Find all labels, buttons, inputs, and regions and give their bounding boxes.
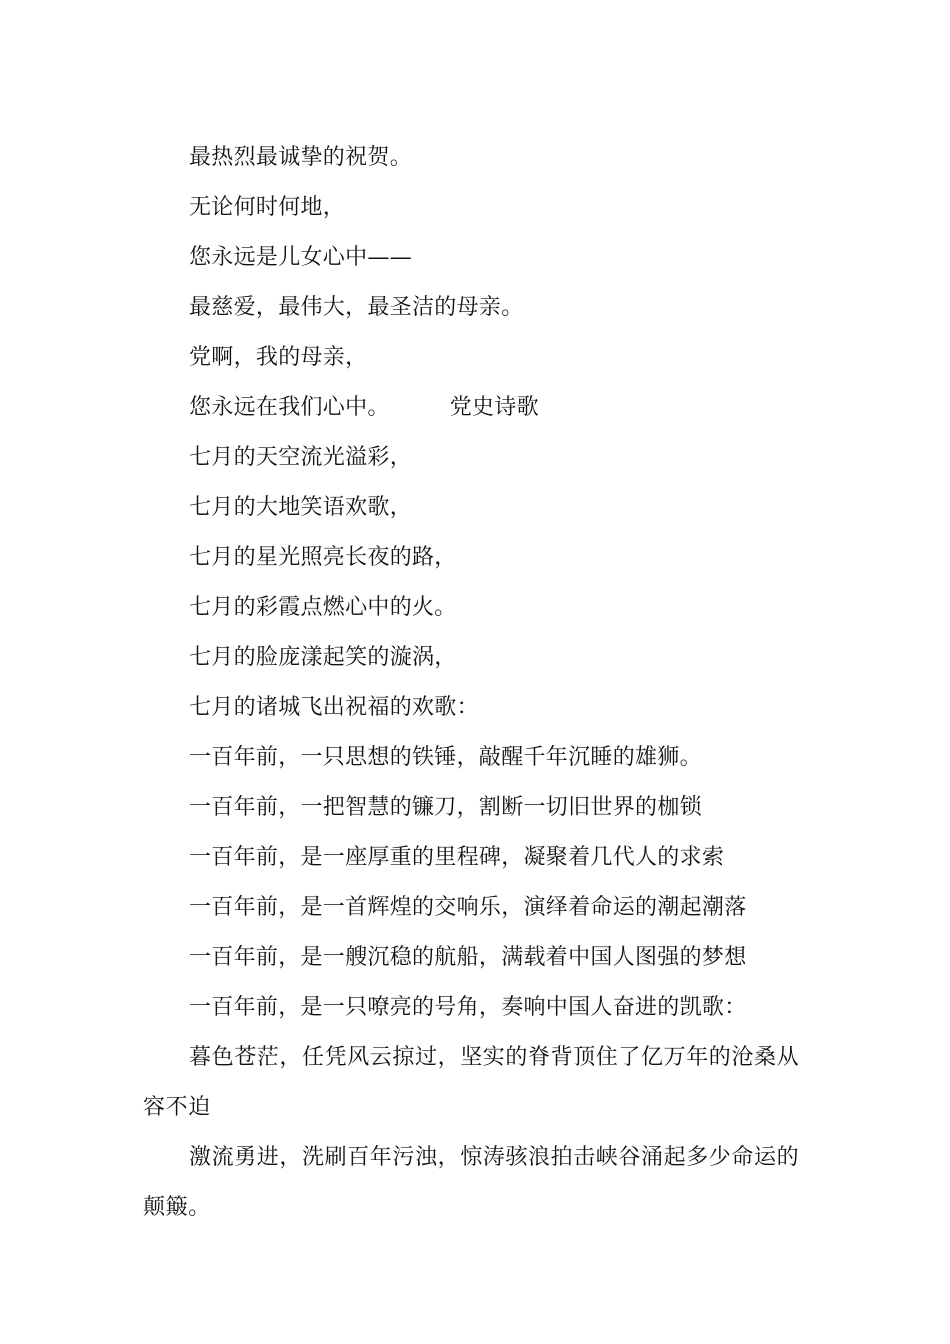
text-line-with-title [143,383,813,433]
text-line-content: 您永远在我们心中。 [189,395,390,420]
poem-line: 一百年前，一把智慧的镰刀，割断一切旧世界的枷锁 [189,795,702,820]
poem-line: 七月的天空流光溢彩， [189,445,413,470]
poem-line: 一百年前，是一首辉煌的交响乐，演绎着命运的潮起潮落 [189,895,747,920]
section-title: 党史诗歌 [449,395,539,420]
text-line: 您永远是儿女心中—— [189,245,413,270]
paragraph: 激流勇进，洗刷百年污浊，惊涛骇浪拍击峡谷涌起多少命运的颠簸。 [143,1145,800,1220]
poem-line: 一百年前，是一只嘹亮的号角，奏响中国人奋进的凯歌： [189,995,747,1020]
poem-line: 七月的大地笑语欢歌， [189,495,413,520]
poem-line: 一百年前，是一艘沉稳的航船，满载着中国人图强的梦想 [189,945,747,970]
text-line: 最热烈最诚挚的祝贺。 [189,145,413,170]
poem-line: 一百年前，是一座厚重的里程碑，凝聚着几代人的求索 [189,845,725,870]
poem-line: 七月的彩霞点燃心中的火。 [189,595,457,620]
poem-line: 七月的脸庞漾起笑的漩涡， [189,645,457,670]
poem-line: 七月的星光照亮长夜的路， [189,545,457,570]
text-line: 党啊，我的母亲， [189,345,368,370]
document-body [143,133,813,1233]
text-line: 无论何时何地， [189,195,346,220]
poem-line: 一百年前，一只思想的铁锤，敲醒千年沉睡的雄狮。 [189,745,702,770]
poem-line: 七月的诸城飞出祝福的欢歌： [189,695,479,720]
text-line: 最慈爱，最伟大，最圣洁的母亲。 [189,295,524,320]
paragraph: 暮色苍茫，任凭风云掠过，坚实的脊背顶住了亿万年的沧桑从容不迫 [143,1045,800,1120]
